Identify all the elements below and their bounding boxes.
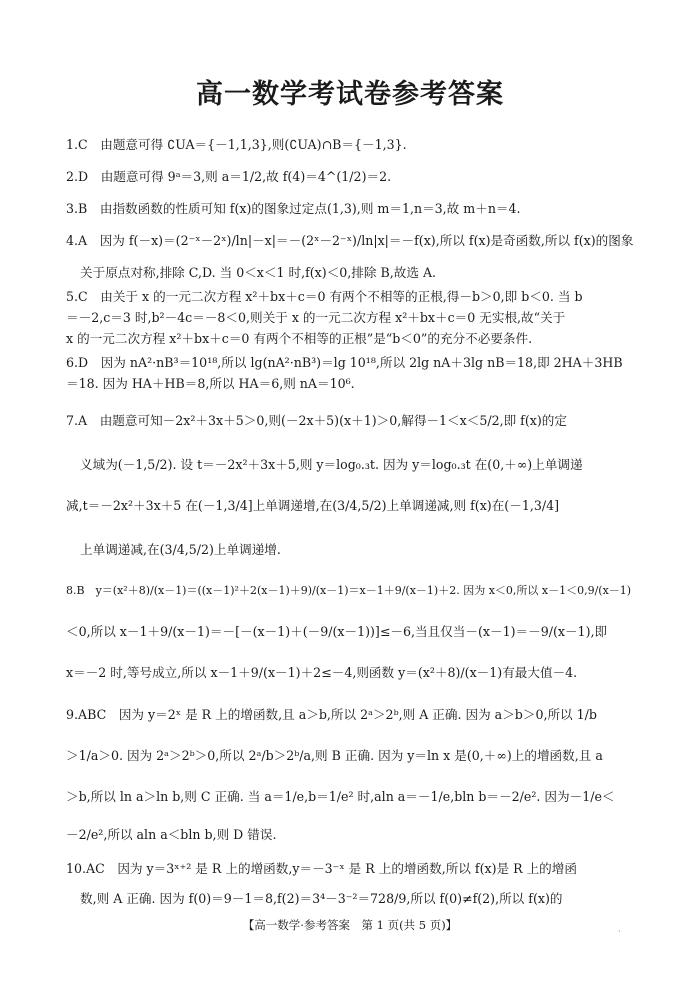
answer-line: 3.B 由指数函数的性质可知 f(x)的图象过定点(1,3),则 m＝1,n＝3,故 m＋n＝4. [66, 201, 521, 216]
answer-line: x 的一元二次方程 x²＋bx＋c＝0 有两个不相等的正根”是“b＜0”的充分不必要条件. [66, 331, 533, 346]
answer-line: －2/e²,所以 aln a＜bln b,则 D 错误. [66, 827, 277, 842]
answer-line: 10.AC 因为 y＝3ˣ⁺² 是 R 上的增函数,y＝－3⁻ˣ 是 R 上的增函数,所以 f(x)是 R 上的增函 [66, 861, 577, 876]
answer-line: ＞1/a＞0. 因为 2ᵃ＞2ᵇ＞0,所以 2ᵃ/b＞2ᵇ/a,则 B 正确. 因为 y＝ln x 是(0,＋∞)上的增函数,且 a [66, 748, 603, 763]
answer-line: x＝－2 时,等号成立,所以 x－1＋9/(x－1)＋2≤－4,则函数 y＝(x²＋8)/(x－1)有最大值－4. [66, 665, 578, 680]
answer-line: 上单调递减,在(3/4,5/2)上单调递增. [80, 542, 281, 557]
answer-line: 减,t＝－2x²＋3x＋5 在(－1,3/4]上单调递增,在(3/4,5/2)上单调递减,则 f(x)在(－1,3/4] [66, 498, 560, 513]
answer-line: 7.A 由题意可知－2x²＋3x＋5＞0,则(－2x＋5)(x＋1)＞0,解得－1＜x＜5/2,即 f(x)的定 [66, 413, 567, 428]
answer-line: 1.C 由题意可得 ∁UA＝{－1,1,3},则(∁UA)∩B＝{－1,3}. [66, 137, 407, 152]
answer-line: 关于原点对称,排除 C,D. 当 0＜x＜1 时,f(x)＜0,排除 B,故选 A. [80, 265, 437, 280]
answer-line: 义域为(－1,5/2). 设 t＝－2x²＋3x＋5,则 y＝log₀.₃t. 因为 y＝log₀.₃t 在(0,＋∞)上单调递 [80, 457, 583, 472]
answer-line: ＜0,所以 x－1＋9/(x－1)＝－[－(x－1)＋(－9/(x－1))]≤－6,当且仅当－(x－1)＝－9/(x－1),即 [66, 624, 608, 639]
answer-line: 6.D 因为 nA²·nB³＝10¹⁸,所以 lg(nA²·nB³)＝lg 10¹⁸,所以 2lg nA＋3lg nB＝18,即 2HA＋3HB [66, 355, 623, 370]
page-title: 高一数学考试卷参考答案 [196, 79, 504, 110]
answer-line: 2.D 由题意可得 9ᵃ＝3,则 a＝1/2,故 f(4)＝4^(1/2)＝2. [66, 169, 392, 184]
answer-line: 8.B y＝(x²＋8)/(x－1)＝((x－1)²＋2(x－1)＋9)/(x－1)＝x－1＋9/(x－1)＋2. 因为 x＜0,所以 x－1＜0,9/(x－1) [66, 584, 632, 597]
answer-line: 数,则 A 正确. 因为 f(0)＝9－1＝8,f(2)＝3⁴－3⁻²＝728/9,所以 f(0)≠f(2),所以 f(x)的 [80, 891, 563, 906]
answer-line: ＝－2,c＝3 时,b²－4c＝－8＜0,则关于 x 的一元二次方程 x²＋bx＋c＝0 无实根,故“关于 [66, 310, 566, 325]
answer-line: 5.C 由关于 x 的一元二次方程 x²＋bx＋c＝0 有两个不相等的正根,得－b＞0,即 b＜0. 当 b [66, 289, 583, 304]
answer-line: 9.ABC 因为 y＝2ˣ 是 R 上的增函数,且 a＞b,所以 2ᵃ＞2ᵇ,则 A 正确. 因为 a＞b＞0,所以 1/b [66, 707, 597, 722]
answer-line: 4.A 因为 f(－x)＝(2⁻ˣ－2ˣ)/ln|－x|＝－(2ˣ－2⁻ˣ)/ln|x|＝－f(x),所以 f(x)是奇函数,所以 f(x)的图象 [66, 233, 634, 248]
answer-line: ＞b,所以 ln a＞ln b,则 C 正确. 当 a＝1/e,b＝1/e² 时,aln a＝－1/e,bln b＝－2/e². 因为－1/e＜ [66, 789, 615, 804]
page-footer: 【高一数学·参考答案 第 1 页(共 5 页)】 [242, 918, 458, 932]
answer-line: ＝18. 因为 HA＋HB＝8,所以 HA＝6,则 nA＝10⁶. [66, 376, 355, 391]
corner-mark: · [618, 927, 621, 937]
